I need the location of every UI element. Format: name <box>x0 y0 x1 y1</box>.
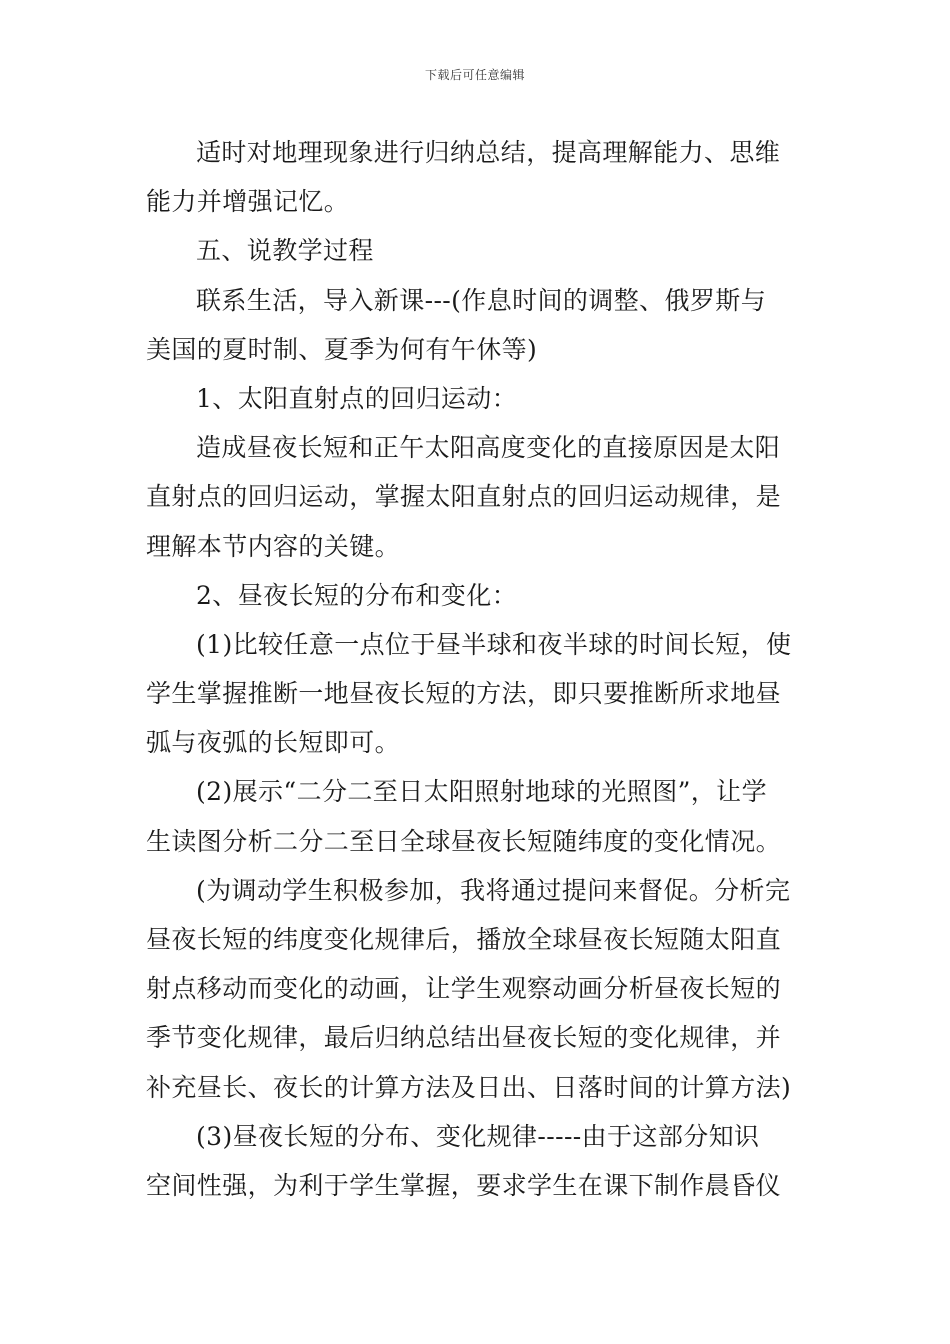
text-line: 联系生活，导入新课---(作息时间的调整、俄罗斯与 <box>196 285 767 315</box>
text-line: 2、昼夜长短的分布和变化： <box>196 580 518 610</box>
text-line: 直射点的回归运动，掌握太阳直射点的回归运动规律，是 <box>146 482 782 512</box>
document-body <box>146 128 810 1210</box>
text-line: 空间性强，为利于学生掌握，要求学生在课下制作晨昏仪 <box>146 1170 782 1200</box>
text-line: 学生掌握推断一地昼夜长短的方法，即只要推断所求地昼 <box>146 679 782 709</box>
text-line: 昼夜长短的纬度变化规律后，播放全球昼夜长短随太阳直 <box>146 925 782 954</box>
text-line: (3)昼夜长短的分布、变化规律-----由于这部分知识 <box>196 1121 760 1151</box>
text-line: 季节变化规律，最后归纳总结出昼夜长短的变化规律，并 <box>146 1023 782 1053</box>
text-line: 能力并增强记忆。 <box>146 187 350 217</box>
text-line: 1、太阳直射点的回归运动： <box>196 383 518 413</box>
text-line: (为调动学生积极参加，我将通过提问来督促。分析完 <box>196 875 791 905</box>
text-line: 理解本节内容的关键。 <box>146 531 401 561</box>
text-line: 生读图分析二分二至日全球昼夜长短随纬度的变化情况。 <box>146 826 782 856</box>
text-line: (1)比较任意一点位于昼半球和夜半球的时间长短，使 <box>196 629 792 659</box>
text-line: 补充昼长、夜长的计算方法及日出、日落时间的计算方法) <box>146 1072 792 1102</box>
text-line: (2)展示“二分二至日太阳照射地球的光照图”，让学 <box>196 777 767 807</box>
text-line: 美国的夏时制、夏季为何有午休等) <box>146 334 538 364</box>
text-line: 适时对地理现象进行归纳总结，提高理解能力、思维 <box>196 138 781 167</box>
text-line: 弧与夜弧的长短即可。 <box>146 728 401 758</box>
text-line: 造成昼夜长短和正午太阳高度变化的直接原因是太阳 <box>196 433 781 463</box>
text-line: 射点移动而变化的动画，让学生观察动画分析昼夜长短的 <box>146 974 782 1004</box>
text-line: 五、说教学过程 <box>196 236 374 266</box>
page-header: 下载后可任意编辑 <box>424 68 525 82</box>
